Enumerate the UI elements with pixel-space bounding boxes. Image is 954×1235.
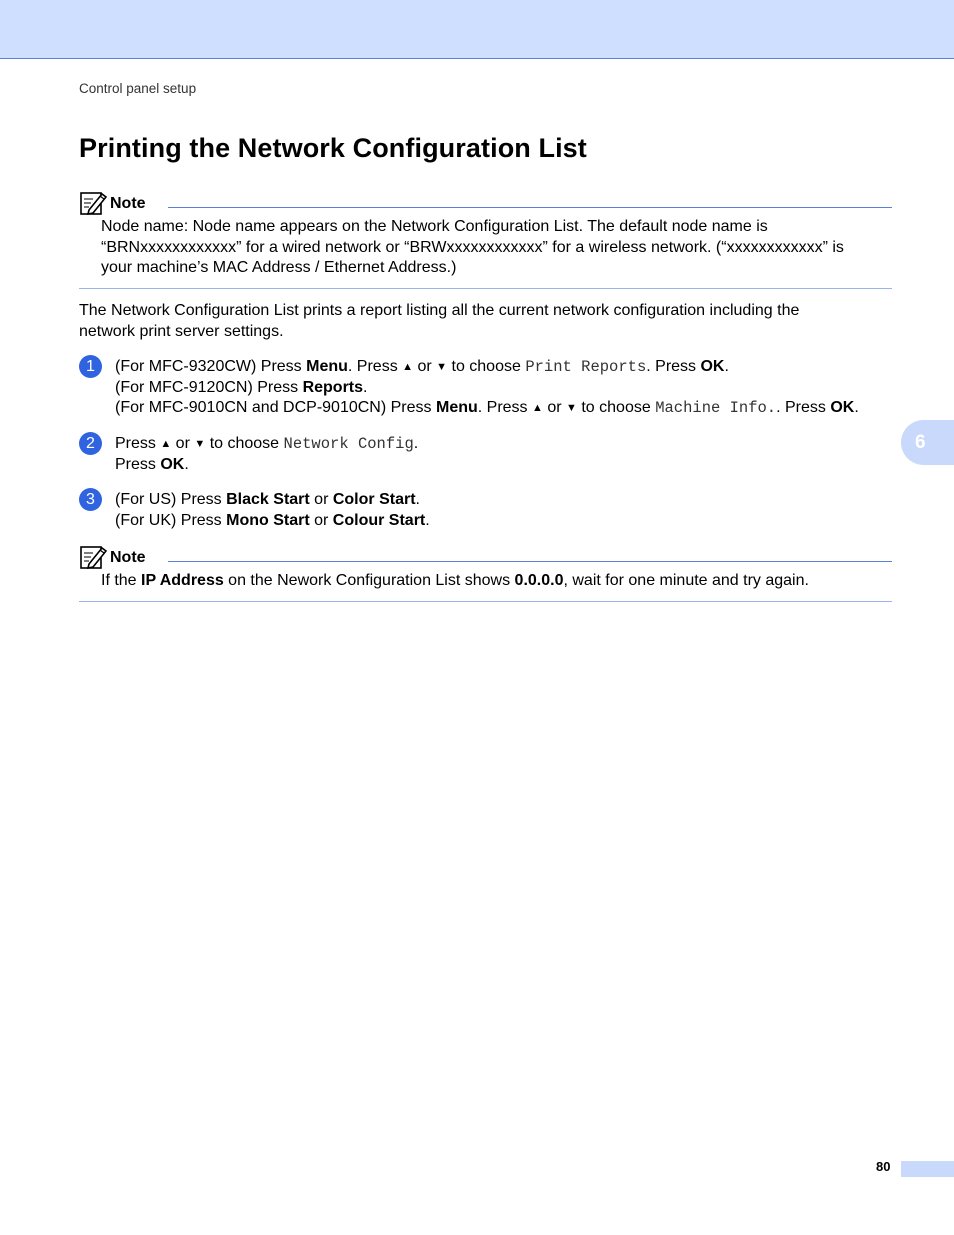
lcd-option: Print Reports xyxy=(525,358,647,376)
note-header xyxy=(79,544,892,572)
step-text xyxy=(115,490,915,531)
menu-key: Menu xyxy=(306,358,348,375)
note-header xyxy=(79,190,892,218)
step-line: (For MFC-9320CW) Press Menu. Press ▲ or ▼ to choose Print Reports. Press OK. xyxy=(115,358,729,376)
ok-key: OK xyxy=(830,399,855,416)
note-line: your machine’s MAC Address / Ethernet Address.) xyxy=(101,259,457,276)
down-arrow-icon: ▼ xyxy=(436,361,448,373)
intro-paragraph xyxy=(79,301,879,342)
note-label: Note xyxy=(110,195,146,212)
step-number-badge: 2 xyxy=(79,432,102,455)
step-line: (For MFC-9120CN) Press Reports. xyxy=(115,378,368,396)
start-key: Mono Start xyxy=(226,511,310,529)
step-line: (For MFC-9010CN and DCP-9010CN) Press Menu. Press ▲ or ▼ to choose Machine Info.. Press OK. xyxy=(115,399,859,417)
lcd-option: Network Config xyxy=(283,435,414,453)
note-divider xyxy=(168,561,892,562)
note-divider xyxy=(168,207,892,208)
menu-key: Menu xyxy=(435,399,478,416)
note-bottom-rule xyxy=(79,288,892,289)
intro-line: network print server settings. xyxy=(79,322,284,340)
note-line: “BRNxxxxxxxxxxxx” for a wired network or “BRWxxxxxxxxxxxx” for a wireless network. (“xxxxxxxxxxxx” is xyxy=(101,238,844,256)
note-bottom-rule xyxy=(79,601,892,602)
note-pencil-icon xyxy=(79,544,107,570)
step-number-badge: 1 xyxy=(79,355,102,378)
down-arrow-icon: ▼ xyxy=(194,438,206,450)
note-line: If the IP Address on the Nework Configuration List shows 0.0.0.0, wait for one minute and try again. xyxy=(101,572,809,589)
step-text xyxy=(115,357,915,419)
ok-key: OK xyxy=(700,358,725,375)
step-text xyxy=(115,434,915,475)
up-arrow-icon: ▲ xyxy=(532,402,543,414)
up-arrow-icon: ▲ xyxy=(402,361,414,373)
ip-value: 0.0.0.0 xyxy=(514,572,564,589)
start-key: Color Start xyxy=(332,491,416,508)
step-line: Press OK. xyxy=(115,455,189,473)
start-key: Colour Start xyxy=(332,511,426,529)
up-arrow-icon: ▲ xyxy=(160,438,172,450)
intro-line: The Network Configuration List prints a report listing all the current network configuration including the xyxy=(79,302,800,319)
step-line: (For US) Press Black Start or Color Start. xyxy=(115,491,420,508)
note-pencil-icon xyxy=(79,190,107,216)
step-number-badge: 3 xyxy=(79,488,102,511)
header-band xyxy=(0,0,954,59)
page-title: Printing the Network Configuration List xyxy=(79,133,587,163)
chapter-tab: 6 xyxy=(901,420,954,465)
step-line: (For UK) Press Mono Start or Colour Start. xyxy=(115,511,430,529)
page-number: 80 xyxy=(876,1159,891,1174)
note-body xyxy=(101,571,896,592)
step-line: Press ▲ or ▼ to choose Network Config. xyxy=(115,435,419,453)
running-head: Control panel setup xyxy=(79,81,197,96)
note-body xyxy=(101,217,896,279)
ok-key: OK xyxy=(160,455,185,473)
note-line: Node name: Node name appears on the Network Configuration List. The default node name is xyxy=(101,218,768,235)
start-key: Black Start xyxy=(226,491,310,508)
lcd-option: Machine Info. xyxy=(655,399,777,417)
ip-address-term: IP Address xyxy=(141,572,224,589)
note-label: Note xyxy=(110,549,146,566)
footer-bar xyxy=(901,1161,954,1177)
reports-key: Reports xyxy=(302,378,364,396)
down-arrow-icon: ▼ xyxy=(566,402,577,414)
